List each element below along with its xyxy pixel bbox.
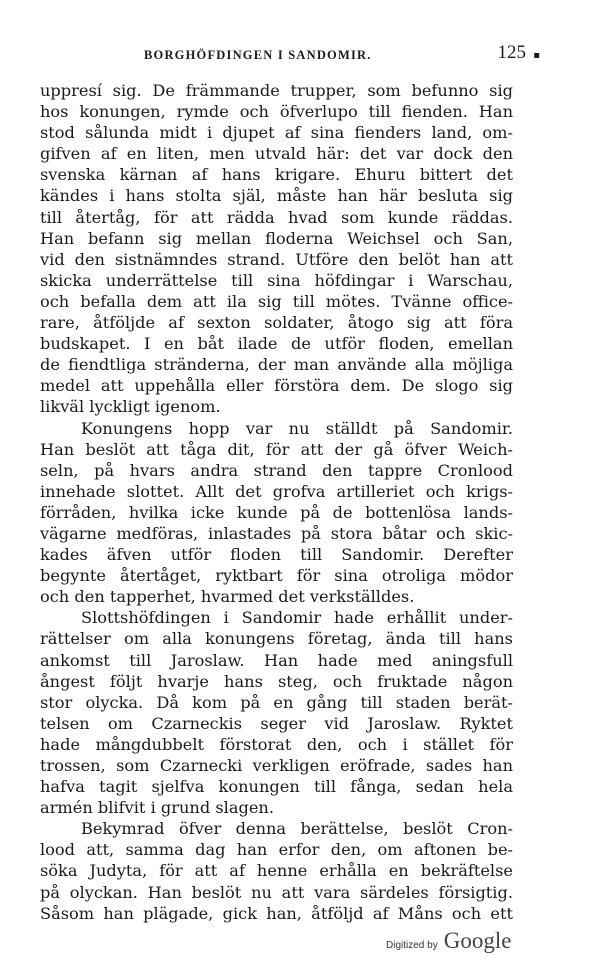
text-line: stor olycka. Då kom på en gång till staden berät- xyxy=(40,692,513,712)
text-line: hos konungen, rymde och öfverlupo till fienden. Han xyxy=(40,102,513,122)
text-line: söka Judyta, för att af henne erhålla en bekräftelse xyxy=(40,861,513,881)
text-line: seln, på hvars andra strand den tappre Cronlood xyxy=(40,460,513,480)
text-line: budskapet. I en båt ilade de utför floden, emellan xyxy=(40,334,513,354)
text-line: de fiendtliga stränderna, der man använde alla möjliga xyxy=(40,355,513,375)
text-line: Konungens hopp var nu ställdt på Sandomir. xyxy=(81,418,513,438)
text-line: och befalla dem att ila sig till mötes. Tvänne office- xyxy=(40,291,513,311)
text-line: Bekymrad öfver denna berättelse, beslöt Cron- xyxy=(81,819,513,839)
text-line: medel att uppehålla eller förstöra dem. De slogo sig xyxy=(40,376,513,396)
text-line: innehade slottet. Allt det grofva artilleriet och krigs- xyxy=(40,481,513,501)
text-line: till återtåg, för att rädda hvad som kunde räddas. xyxy=(40,207,513,227)
text-line: Han befann sig mellan floderna Weichsel och San, xyxy=(40,228,513,248)
text-line: skicka underrättelse till sina höfdingar i Warschau, xyxy=(40,270,513,290)
text-line: ankomst till Jaroslaw. Han hade med aningsfull xyxy=(40,650,513,670)
text-line: likväl lyckligt igenom. xyxy=(40,397,221,417)
digitized-by-label: Digitized by xyxy=(386,940,438,951)
google-logo: Google xyxy=(443,928,512,953)
text-line: hade mångdubbelt förstorat den, och i stället för xyxy=(40,734,513,754)
text-line: gifven af en liten, men utvald här: det var dock den xyxy=(40,144,513,164)
page-mark: ▪ xyxy=(533,50,540,61)
text-line: förråden, hvilka icke kunde på de bottenlösa lands- xyxy=(40,502,513,522)
text-line: och den tapperhet, hvarmed det verkställdes. xyxy=(40,587,415,607)
text-line: kändes i hans stolta själ, måste han här besluta sig xyxy=(40,186,513,206)
text-line: Slottshöfdingen i Sandomir hade erhållit under- xyxy=(81,608,513,628)
text-line: svenska kärnan af hans krigare. Ehuru bittert det xyxy=(40,165,513,185)
running-head: BORGHÖFDINGEN I SANDOMIR. xyxy=(144,48,372,62)
text-line: på olyckan. Han beslöt nu att vara särdeles försigtig. xyxy=(40,882,513,902)
text-line: armén blifvit i grund slagen. xyxy=(40,798,274,818)
text-line: vägarne medföras, inlastades på stora båtar och skic- xyxy=(40,523,513,543)
text-line: telsen om Czarneckis seger vid Jaroslaw. Ryktet xyxy=(40,713,513,733)
text-line: begynte återtåget, ryktbart för sina otroliga mödor xyxy=(40,566,513,586)
page-number: 125 xyxy=(497,42,526,63)
text-line: rare, åtföljde af sexton soldater, åtogo sig att föra xyxy=(40,313,513,333)
text-line: stod sålunda midt i djupet af sina fienders land, om- xyxy=(40,123,513,143)
text-line: trossen, som Czarnecki verkligen eröfrade, sades han xyxy=(40,756,513,775)
text-line: uppresí sig. De främmande trupper, som befunno sig xyxy=(40,81,513,100)
page-header xyxy=(40,42,540,70)
text-line: Såsom han plägade, gick han, åtföljd af Måns och ett xyxy=(40,903,513,923)
text-line: ångest följt hvarje hans steg, och fruktade någon xyxy=(40,671,513,691)
text-line: lood att, samma dag han erfor den, om aftonen be- xyxy=(40,840,513,860)
text-line: vid den sistnämndes strand. Utföre den belöt han att xyxy=(40,249,513,269)
body-text xyxy=(40,80,513,924)
text-line: hafva tagit sjelfva konungen till fånga, sedan hela xyxy=(40,777,513,797)
text-line: rättelser om alla konungens företag, ända till hans xyxy=(40,629,513,649)
text-line: Han beslöt att tåga dit, för att der gå öfver Weich- xyxy=(40,439,513,459)
text-line: kades äfven utför floden till Sandomir. Derefter xyxy=(40,545,513,565)
digitized-watermark xyxy=(386,928,512,958)
